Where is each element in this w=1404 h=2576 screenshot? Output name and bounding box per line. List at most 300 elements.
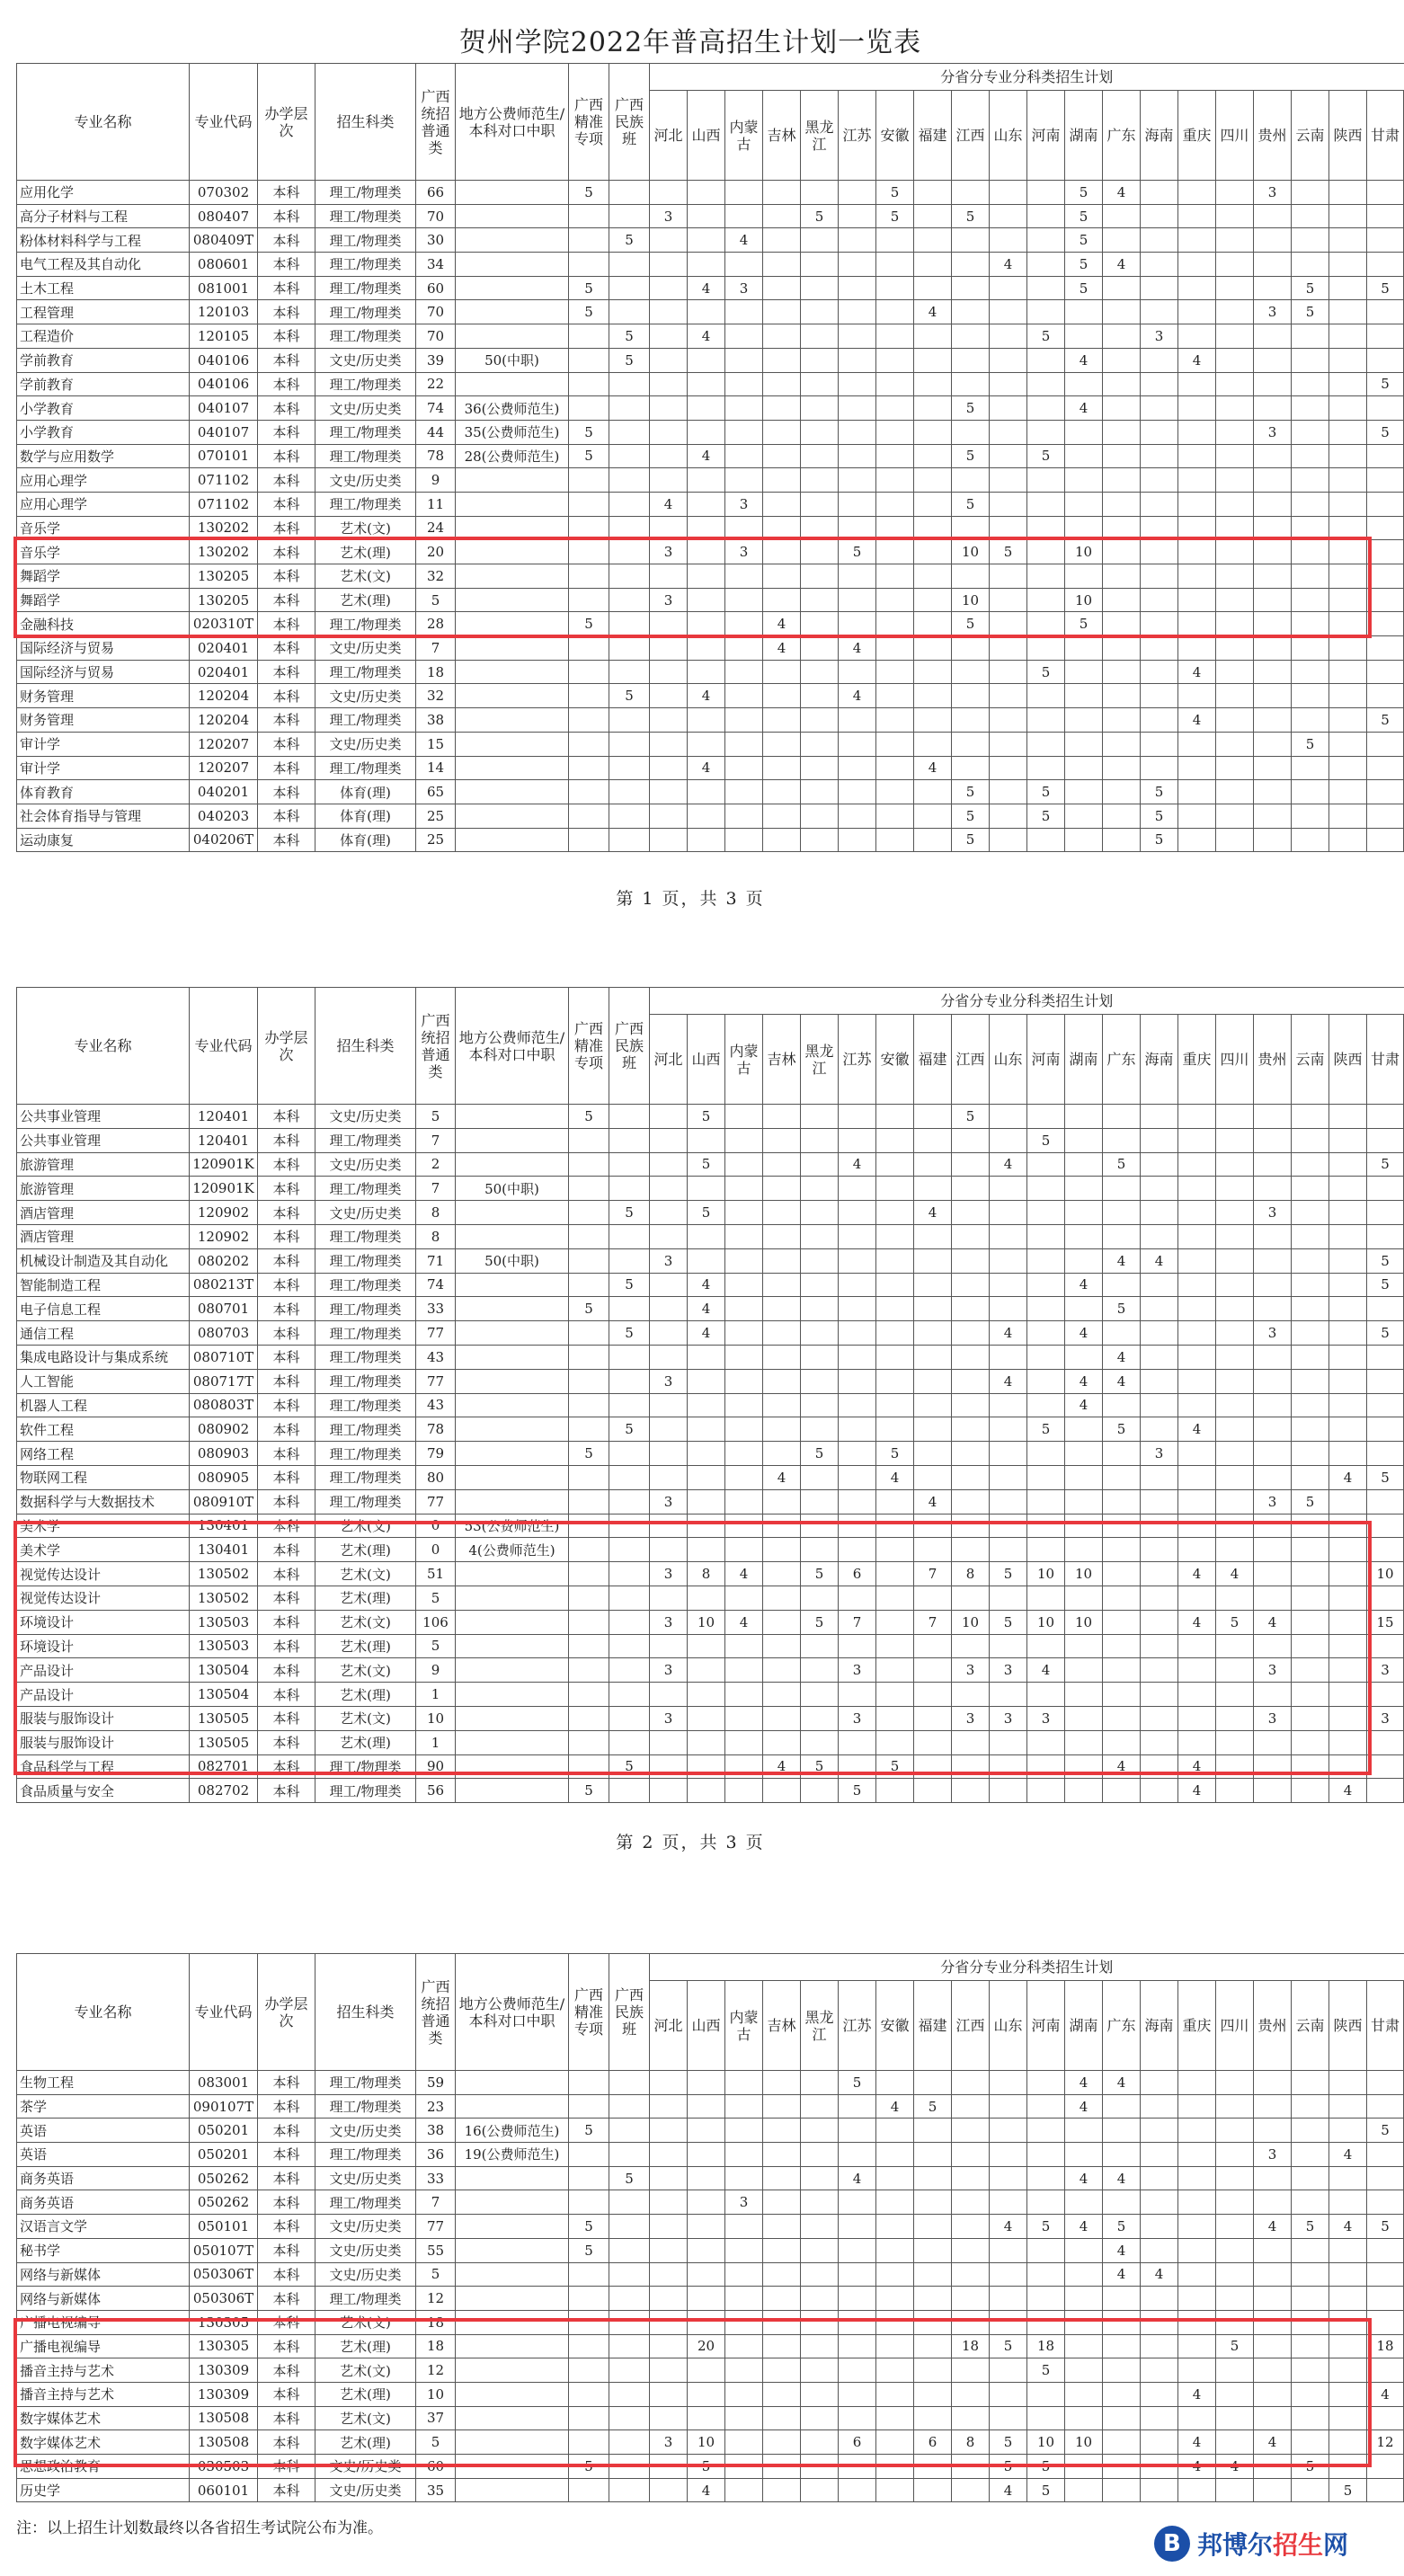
table-cell — [1103, 204, 1141, 228]
table-cell — [914, 1634, 952, 1658]
column-group-header: 分省分专业分科类招生计划 — [650, 988, 1404, 1015]
table-cell — [650, 324, 688, 349]
table-cell — [1027, 396, 1065, 421]
table-cell — [725, 1273, 763, 1297]
table-cell — [763, 2430, 801, 2455]
table-cell — [990, 2190, 1027, 2215]
table-cell — [1027, 708, 1065, 733]
table-cell — [1216, 2430, 1254, 2455]
table-cell — [1027, 1321, 1065, 1346]
table-cell — [1292, 2143, 1329, 2167]
table-cell — [1216, 1417, 1254, 1442]
table-cell — [1292, 2094, 1329, 2119]
table-cell — [1367, 1538, 1404, 1562]
table-cell: 4 — [1178, 2382, 1216, 2406]
table-cell — [1216, 684, 1254, 708]
table-cell: 本科 — [258, 1201, 315, 1225]
table-cell — [1103, 516, 1141, 540]
table-cell: 35(公费师范生) — [456, 420, 569, 444]
table-cell — [914, 2310, 952, 2334]
plan-table — [16, 987, 1404, 1803]
table-cell: 4 — [725, 1562, 763, 1586]
table-cell — [914, 2287, 952, 2311]
table-cell — [1027, 612, 1065, 636]
table-cell — [1329, 1345, 1367, 1369]
table-cell — [1027, 181, 1065, 205]
table-cell — [952, 253, 990, 277]
table-cell — [1292, 1634, 1329, 1658]
table-cell — [456, 684, 569, 708]
table-cell — [725, 1393, 763, 1417]
table-cell — [952, 1224, 990, 1248]
table-cell — [763, 1730, 801, 1754]
table-cell: 5 — [1141, 804, 1178, 828]
table-cell — [1254, 1297, 1292, 1321]
table-cell — [914, 780, 952, 804]
table-cell — [914, 2119, 952, 2143]
table-cell — [1141, 516, 1178, 540]
table-cell: 130401 — [190, 1514, 258, 1538]
table-cell — [1254, 660, 1292, 684]
table-cell — [1216, 708, 1254, 733]
table-cell: 3 — [650, 1610, 688, 1634]
table-cell — [650, 2143, 688, 2167]
table-cell: 9 — [416, 1658, 456, 1683]
table-cell: 3 — [952, 1658, 990, 1683]
table-cell — [801, 2382, 839, 2406]
table-cell: 4 — [990, 253, 1027, 277]
table-cell — [990, 2262, 1027, 2287]
table-cell — [1254, 2455, 1292, 2479]
table-cell — [914, 1683, 952, 1707]
table-cell — [1292, 348, 1329, 372]
table-cell — [763, 2334, 801, 2358]
table-cell — [569, 2262, 609, 2287]
table-cell: 本科 — [258, 1393, 315, 1417]
column-header: 专业代码 — [190, 1954, 258, 2071]
table-cell — [688, 1538, 725, 1562]
table-cell: 本科 — [258, 396, 315, 421]
table-cell — [1027, 1634, 1065, 1658]
table-row — [17, 468, 1404, 493]
major-name-cell: 机器人工程 — [17, 1393, 190, 1417]
table-cell — [725, 1538, 763, 1562]
table-cell — [1254, 708, 1292, 733]
table-cell — [1027, 732, 1065, 756]
province-header: 湖南 — [1065, 1015, 1103, 1105]
table-cell — [1103, 2094, 1141, 2119]
table-cell: 理工/物理类 — [315, 1369, 416, 1393]
table-cell: 本科 — [258, 2166, 315, 2190]
table-cell — [1329, 204, 1367, 228]
table-cell — [952, 468, 990, 493]
table-cell — [952, 1321, 990, 1346]
table-cell: 5 — [1367, 420, 1404, 444]
table-cell — [725, 732, 763, 756]
table-cell: 10 — [1027, 1610, 1065, 1634]
table-cell — [914, 420, 952, 444]
table-cell — [1367, 2455, 1404, 2479]
table-cell — [1329, 1273, 1367, 1297]
table-cell — [1178, 1658, 1216, 1683]
table-cell — [763, 181, 801, 205]
table-cell: 4 — [688, 444, 725, 468]
table-cell — [650, 804, 688, 828]
table-cell — [456, 1369, 569, 1393]
table-cell — [1216, 2143, 1254, 2167]
table-cell — [952, 2406, 990, 2430]
table-cell — [1065, 1465, 1103, 1489]
table-cell — [876, 2215, 914, 2239]
table-cell — [1254, 756, 1292, 780]
table-cell — [569, 636, 609, 661]
table-cell: 5 — [1367, 1248, 1404, 1273]
major-name-cell: 产品设计 — [17, 1658, 190, 1683]
table-cell — [1178, 732, 1216, 756]
table-cell — [952, 2094, 990, 2119]
table-cell: 本科 — [258, 1754, 315, 1779]
table-cell — [876, 564, 914, 589]
major-name-cell: 音乐学 — [17, 516, 190, 540]
table-cell — [609, 253, 650, 277]
table-cell — [1292, 2478, 1329, 2502]
table-row — [17, 1779, 1404, 1803]
table-cell — [876, 2190, 914, 2215]
table-cell — [876, 1273, 914, 1297]
table-cell — [763, 804, 801, 828]
table-cell: 18 — [952, 2334, 990, 2358]
table-cell — [1065, 684, 1103, 708]
table-cell — [914, 1706, 952, 1730]
table-cell — [1178, 2287, 1216, 2311]
table-cell: 040201 — [190, 780, 258, 804]
table-cell: 5 — [1027, 804, 1065, 828]
table-cell: 5 — [1367, 708, 1404, 733]
table-cell: 3 — [1254, 181, 1292, 205]
table-cell: 5 — [609, 684, 650, 708]
table-cell — [763, 1586, 801, 1610]
table-cell — [1103, 2143, 1141, 2167]
table-cell — [650, 2166, 688, 2190]
table-cell: 4 — [1103, 2238, 1141, 2262]
table-cell — [952, 636, 990, 661]
table-cell — [609, 636, 650, 661]
table-cell — [456, 2287, 569, 2311]
table-cell — [456, 540, 569, 564]
table-cell: 本科 — [258, 1730, 315, 1754]
table-cell — [1367, 1442, 1404, 1466]
table-cell — [1178, 1105, 1216, 1129]
table-cell — [650, 2455, 688, 2479]
table-cell — [609, 2478, 650, 2502]
province-header: 吉林 — [763, 1015, 801, 1105]
table-cell — [1216, 420, 1254, 444]
major-name-cell: 金融科技 — [17, 612, 190, 636]
table-cell — [688, 1634, 725, 1658]
table-cell — [650, 2478, 688, 2502]
table-cell — [1027, 1224, 1065, 1248]
table-cell — [1027, 636, 1065, 661]
table-cell — [1292, 253, 1329, 277]
table-cell — [876, 2071, 914, 2095]
table-cell — [1292, 564, 1329, 589]
table-cell: 5 — [416, 1634, 456, 1658]
table-cell: 5 — [609, 324, 650, 349]
table-cell — [1292, 2190, 1329, 2215]
table-cell: 70 — [416, 324, 456, 349]
table-cell — [1027, 420, 1065, 444]
table-cell: 4 — [1141, 2262, 1178, 2287]
table-cell — [725, 804, 763, 828]
table-cell: 38 — [416, 2119, 456, 2143]
table-cell — [1254, 540, 1292, 564]
province-header: 陕西 — [1329, 1015, 1367, 1105]
table-cell — [839, 1754, 876, 1779]
table-cell: 130309 — [190, 2358, 258, 2383]
major-name-cell: 视觉传达设计 — [17, 1562, 190, 1586]
table-cell — [456, 1345, 569, 1369]
table-cell — [456, 1273, 569, 1297]
table-cell — [839, 372, 876, 396]
table-cell — [1254, 396, 1292, 421]
table-cell: 5 — [416, 588, 456, 612]
table-cell — [990, 2166, 1027, 2190]
table-cell: 本科 — [258, 1779, 315, 1803]
table-cell — [1103, 348, 1141, 372]
table-cell — [914, 2143, 952, 2167]
table-cell — [876, 660, 914, 684]
table-cell — [1141, 228, 1178, 253]
table-cell — [725, 612, 763, 636]
table-cell — [1254, 828, 1292, 852]
table-cell: 130502 — [190, 1562, 258, 1586]
table-cell: 5 — [1103, 1297, 1141, 1321]
major-name-cell: 美术学 — [17, 1514, 190, 1538]
table-cell: 理工/物理类 — [315, 444, 416, 468]
table-cell — [952, 1393, 990, 1417]
table-cell — [1329, 2406, 1367, 2430]
table-row — [17, 2238, 1404, 2262]
table-cell — [1027, 1248, 1065, 1273]
table-cell: 050306T — [190, 2262, 258, 2287]
table-cell — [1141, 732, 1178, 756]
table-cell — [1216, 1128, 1254, 1152]
table-cell: 本科 — [258, 1465, 315, 1489]
table-cell — [990, 2382, 1027, 2406]
major-name-cell: 粉体材料科学与工程 — [17, 228, 190, 253]
table-cell — [1292, 468, 1329, 493]
table-cell — [456, 828, 569, 852]
table-cell — [1141, 1105, 1178, 1129]
table-cell — [1254, 732, 1292, 756]
table-cell — [876, 1610, 914, 1634]
table-cell: 本科 — [258, 780, 315, 804]
table-cell: 本科 — [258, 2143, 315, 2167]
page-title: 贺州学院2022年普高招生计划一览表 — [458, 27, 922, 58]
table-cell — [990, 660, 1027, 684]
table-cell — [839, 612, 876, 636]
table-cell — [876, 1128, 914, 1152]
table-cell — [1216, 780, 1254, 804]
table-cell — [1367, 1201, 1404, 1225]
table-cell: 本科 — [258, 2071, 315, 2095]
table-cell: 4 — [876, 1465, 914, 1489]
table-cell — [763, 1128, 801, 1152]
table-cell — [914, 1224, 952, 1248]
table-cell — [1141, 276, 1178, 300]
table-cell: 050101 — [190, 2215, 258, 2239]
table-cell: 18 — [416, 660, 456, 684]
table-cell — [688, 588, 725, 612]
table-cell: 130503 — [190, 1634, 258, 1658]
table-cell: 5 — [1292, 300, 1329, 324]
table-cell — [1367, 804, 1404, 828]
table-cell — [1216, 828, 1254, 852]
table-cell — [1292, 1730, 1329, 1754]
table-cell — [1329, 2358, 1367, 2383]
table-cell: 5 — [1216, 1610, 1254, 1634]
table-cell — [763, 2071, 801, 2095]
table-cell: 4 — [839, 636, 876, 661]
table-cell: 5 — [1103, 1152, 1141, 1177]
table-cell: 理工/物理类 — [315, 1128, 416, 1152]
table-cell — [1292, 708, 1329, 733]
table-cell — [839, 492, 876, 516]
table-cell — [1178, 1177, 1216, 1201]
table-cell — [1367, 516, 1404, 540]
table-cell — [839, 2478, 876, 2502]
table-cell — [1367, 468, 1404, 493]
table-cell — [876, 1538, 914, 1562]
table-cell — [1329, 1248, 1367, 1273]
table-cell — [1292, 756, 1329, 780]
major-name-cell: 社会体育指导与管理 — [17, 804, 190, 828]
table-cell: 本科 — [258, 1128, 315, 1152]
table-cell — [725, 1754, 763, 1779]
table-cell — [914, 1321, 952, 1346]
table-row — [17, 1201, 1404, 1225]
table-cell — [876, 612, 914, 636]
table-cell: 080803T — [190, 1393, 258, 1417]
table-cell — [456, 2334, 569, 2358]
table-cell: 2 — [416, 1152, 456, 1177]
table-cell — [456, 708, 569, 733]
table-cell: 5 — [569, 1297, 609, 1321]
table-cell — [1027, 1105, 1065, 1129]
table-cell — [1329, 1369, 1367, 1393]
table-cell: 4 — [688, 756, 725, 780]
table-cell — [1216, 756, 1254, 780]
table-cell — [725, 468, 763, 493]
table-cell — [1216, 540, 1254, 564]
province-header: 黑龙江 — [801, 91, 839, 181]
table-cell — [1178, 2406, 1216, 2430]
table-row — [17, 1417, 1404, 1442]
table-cell — [456, 2406, 569, 2430]
table-cell — [1216, 300, 1254, 324]
table-cell — [801, 660, 839, 684]
table-cell — [1367, 181, 1404, 205]
table-cell — [650, 300, 688, 324]
table-cell — [1141, 660, 1178, 684]
table-cell — [569, 1224, 609, 1248]
table-cell — [914, 636, 952, 661]
table-cell: 5 — [1367, 1465, 1404, 1489]
table-cell — [1178, 2143, 1216, 2167]
table-cell — [1216, 324, 1254, 349]
table-cell: 5 — [801, 1562, 839, 1586]
table-cell — [1216, 1248, 1254, 1273]
table-cell: 本科 — [258, 1586, 315, 1610]
table-cell — [609, 1634, 650, 1658]
table-cell — [876, 2166, 914, 2190]
table-cell: 本科 — [258, 1152, 315, 1177]
table-cell: 艺术(文) — [315, 1562, 416, 1586]
header-row — [17, 988, 1404, 1015]
table-cell — [1216, 348, 1254, 372]
table-cell: 120902 — [190, 1224, 258, 1248]
table-cell — [1027, 2287, 1065, 2311]
table-cell: 文史/历史类 — [315, 2478, 416, 2502]
table-cell: 理工/物理类 — [315, 1465, 416, 1489]
table-cell — [1254, 588, 1292, 612]
table-cell: 070302 — [190, 181, 258, 205]
table-cell: 80 — [416, 1465, 456, 1489]
table-cell — [1329, 300, 1367, 324]
table-cell — [1254, 1152, 1292, 1177]
table-cell — [1216, 1683, 1254, 1707]
table-row — [17, 348, 1404, 372]
table-cell — [1065, 2358, 1103, 2383]
table-cell: 10 — [1367, 1562, 1404, 1586]
table-cell: 120105 — [190, 324, 258, 349]
table-cell — [876, 804, 914, 828]
table-cell: 本科 — [258, 492, 315, 516]
table-cell — [1027, 2094, 1065, 2119]
table-cell: 070101 — [190, 444, 258, 468]
table-cell — [839, 2382, 876, 2406]
table-cell: 体育(理) — [315, 780, 416, 804]
table-cell — [1216, 1152, 1254, 1177]
table-cell: 5 — [1065, 181, 1103, 205]
table-cell — [456, 2190, 569, 2215]
table-cell — [763, 2262, 801, 2287]
province-header: 湖南 — [1065, 91, 1103, 181]
table-cell — [569, 516, 609, 540]
table-cell — [914, 372, 952, 396]
table-cell — [1178, 588, 1216, 612]
table-cell — [990, 2287, 1027, 2311]
column-group-header: 分省分专业分科类招生计划 — [650, 1954, 1404, 1981]
table-cell — [650, 253, 688, 277]
table-cell: 文史/历史类 — [315, 2166, 416, 2190]
table-cell — [990, 2094, 1027, 2119]
table-cell — [725, 204, 763, 228]
table-cell — [725, 564, 763, 589]
table-cell: 28 — [416, 612, 456, 636]
table-cell: 5 — [609, 1417, 650, 1442]
table-cell: 040107 — [190, 420, 258, 444]
table-cell — [763, 2455, 801, 2479]
table-cell — [1292, 1610, 1329, 1634]
table-cell: 文史/历史类 — [315, 2119, 416, 2143]
province-header: 四川 — [1216, 91, 1254, 181]
table-cell — [456, 181, 569, 205]
table-cell: 5 — [876, 1754, 914, 1779]
table-cell — [1216, 468, 1254, 493]
table-cell — [569, 828, 609, 852]
table-cell — [876, 444, 914, 468]
